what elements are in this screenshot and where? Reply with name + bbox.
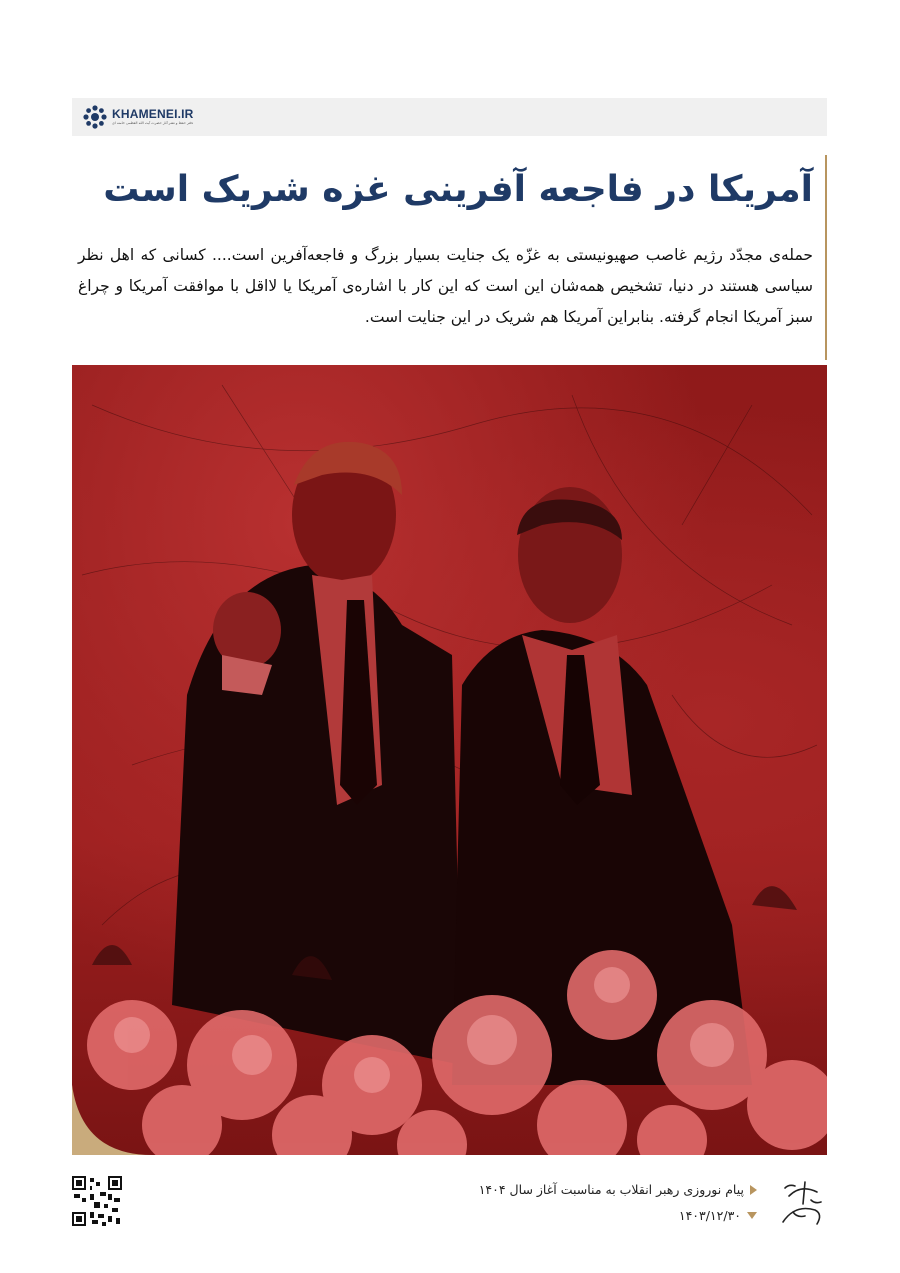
- khamenei-logo-icon: [82, 104, 108, 130]
- photo-illustration: [72, 365, 827, 1155]
- gold-corner-accent: [72, 1085, 152, 1155]
- header-bar: [72, 98, 827, 136]
- site-logo[interactable]: [82, 104, 194, 130]
- qr-code-icon[interactable]: [72, 1176, 122, 1226]
- date-text: ۱۴۰۳/۱۲/۳۰: [678, 1208, 741, 1223]
- triangle-left-icon: [750, 1185, 757, 1195]
- red-tinted-photo: [72, 365, 827, 1155]
- caption-text: پیام نوروزی رهبر انقلاب به مناسبت آغاز سال ۱۴۰۴: [478, 1182, 744, 1197]
- caption-line: [479, 1182, 757, 1197]
- gold-rule: [825, 155, 827, 360]
- quote-text: حمله‌ی مجدّد رژیم غاصب صهیونیستی به غزّه یک جنایت بسیار بزرگ و فاجعه‌آفرین است.... کسانی که اهل نظر سیاسی هستند در دنیا، تشخیص همه‌شان این است که این کار با اشاره‌ی آمریکا یا لااقل با موافقت آمریکا و چراغ سبز آمریکا انجام گرفته. بنابراین آمریکا هم شریک در این جنایت است.: [78, 246, 813, 326]
- article-block: [72, 155, 827, 360]
- calligraphy-signature-icon: [775, 1174, 827, 1234]
- logo-subtitle: دفتر حفظ و نشر آثار حضرت آیت الله العظمی خامنه ای: [112, 121, 194, 125]
- logo-text: KHAMENEI.IR: [112, 107, 194, 121]
- triangle-down-icon: [747, 1212, 757, 1219]
- page-title: آمریکا در فاجعه آفرینی غزه شریک است: [103, 169, 813, 210]
- date-line: [679, 1208, 757, 1223]
- footer: [72, 1170, 827, 1240]
